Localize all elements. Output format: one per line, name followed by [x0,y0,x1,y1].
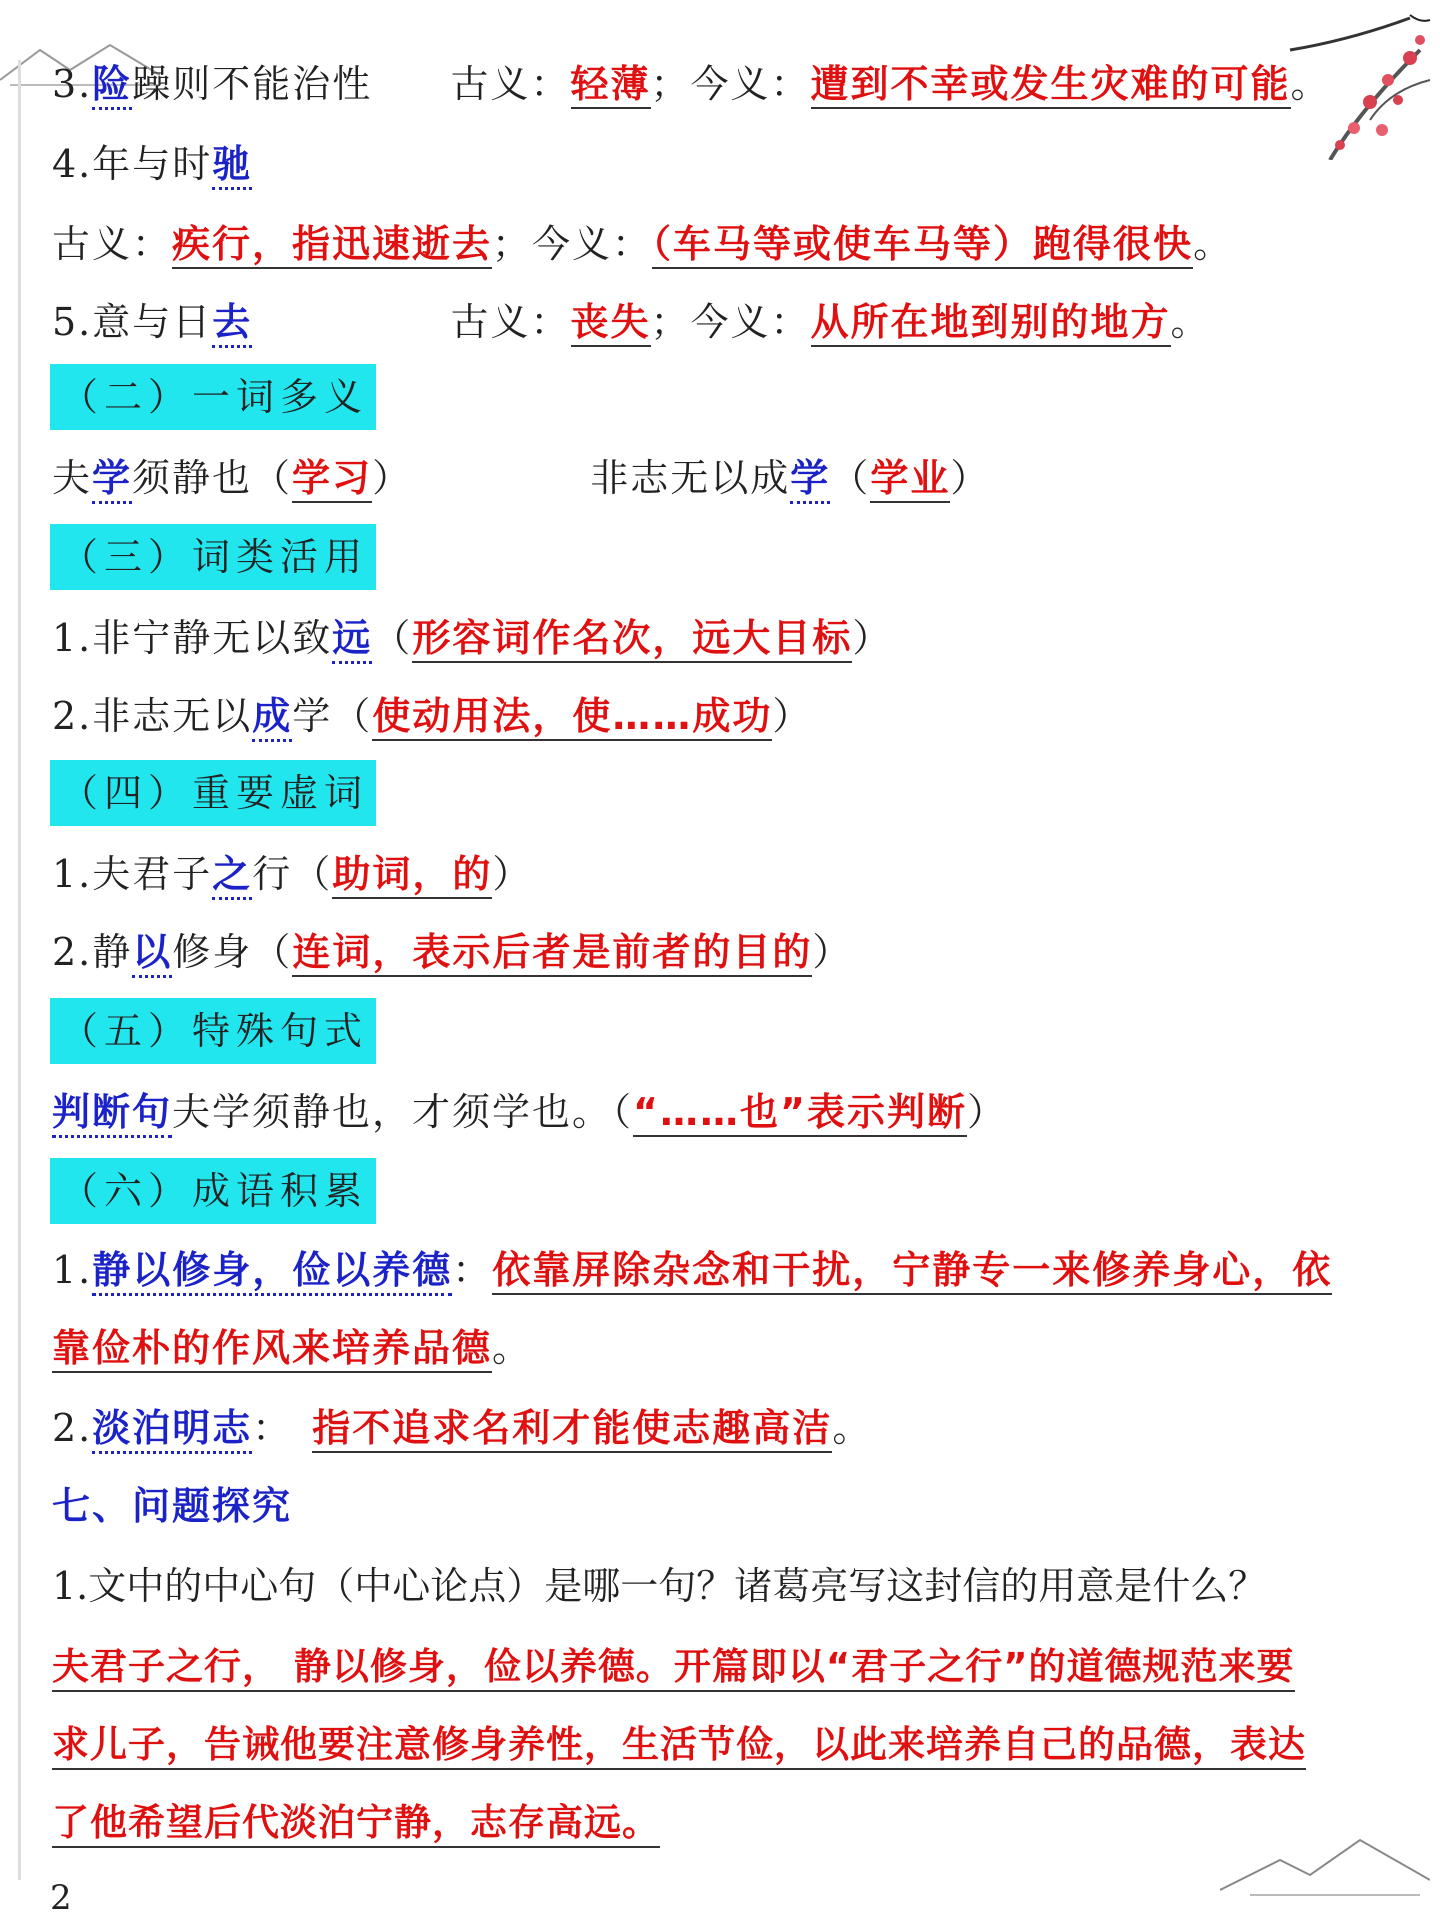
gu-yi-answer: 疾行，指迅速逝去 [172,222,492,269]
answer: 学业 [870,456,950,503]
item-number: 2. [52,694,93,738]
sentence-text: 躁则不能治性 [132,62,373,106]
gujin-row-3 [52,58,1400,110]
section-heading-tanjiu: 七、问题探究 [52,1484,293,1528]
jin-yi-label: ；今义： [492,222,653,266]
item-number: 2. [52,1406,93,1450]
page-number: 2 [50,1878,72,1918]
answer: 使动用法，使……成功 [372,694,772,741]
keyword: 之 [212,852,252,900]
jin-yi-label: ；今义： [650,62,811,106]
keyword: 去 [212,300,252,348]
punct: ： [452,1248,493,1292]
sentence-text: 须静也（ [132,456,293,500]
sentence-text: 非志无以成 [590,456,791,500]
item-number: 2. [52,930,93,974]
punct: 。 [492,1326,533,1370]
sentence-text: 非宁静无以致 [92,616,333,660]
idiom-keyword: 淡泊明志 [92,1406,252,1454]
punct: 。 [1193,222,1234,266]
duoyi-row [52,452,1400,504]
punct: ） [772,694,813,738]
answer-line-2: 求儿子，告诫他要注意修身养性，生活节俭，以此来培养自己的品德，表达 [52,1723,1306,1770]
sentence-text: 夫学须静也，才须学也。（ [172,1090,634,1134]
answer: 靠俭朴的作风来培养品德 [52,1326,492,1373]
sentence-text: 行（ [252,852,333,896]
section-heading-xuci: （四）重要虚词 [50,760,376,826]
gujin-row-4-meaning [52,218,1400,270]
sentence-text: 意与日 [92,300,213,344]
item-number: 1. [52,852,93,896]
keyword: 驰 [212,142,252,190]
jin-yi-answer: 遭到不幸或发生灾难的可能 [811,62,1291,109]
xuci-row-1 [52,848,1400,900]
question-text: 1.文中的中心句（中心论点）是哪一句？诸葛亮写这封信的用意是什么？ [52,1564,1267,1608]
gu-yi-answer: 轻薄 [571,62,651,109]
gu-yi-answer: 丧失 [571,300,651,347]
punct: ） [966,1090,1007,1134]
gu-yi-label: 古义： [450,300,571,344]
chengyu-row-1 [52,1244,1400,1296]
keyword: 成 [252,694,292,742]
punct: （ [830,456,871,500]
section-heading-chengyu: （六）成语积累 [50,1158,376,1224]
answer-line-3: 了他希望后代淡泊宁静，志存高远。 [52,1801,660,1848]
jin-yi-label: ；今义： [650,300,811,344]
keyword: 远 [332,616,372,664]
item-number: 4. [52,142,93,186]
huoyong-row-2 [52,690,1400,742]
jin-yi-answer: （车马等或使车马等）跑得很快 [652,222,1193,269]
keyword: 以 [132,930,172,978]
punct: （ [372,616,413,660]
keyword: 学 [92,456,132,504]
keyword: 判断句 [52,1090,172,1138]
xuci-row-2 [52,926,1400,978]
chengyu-row-2 [52,1402,1400,1454]
gujin-row-4 [52,138,1400,190]
ink-border-line [18,60,21,1880]
keyword: 险 [92,62,132,110]
answer: 形容词作名次，远大目标 [412,616,852,663]
sentence-text: 学（ [292,694,373,738]
item-number: 1. [52,1248,93,1292]
answer: 连词，表示后者是前者的目的 [292,930,812,977]
punct: ） [812,930,853,974]
chengyu-row-1-cont [52,1322,1400,1374]
sentence-text: 静 [92,930,133,974]
question-answer [52,1628,1402,1862]
item-number: 3. [52,62,93,106]
sentence-text: 修身（ [172,930,293,974]
answer: 依靠屏除杂念和干扰，宁静专一来修养身心，依 [492,1248,1332,1295]
item-number: 5. [52,300,93,344]
answer: 指不追求名利才能使志趣高洁 [312,1406,832,1453]
answer-line-1: 夫君子之行， 静以修身，俭以养德。开篇即以“君子之行”的道德规范来要 [52,1645,1295,1692]
section-heading-huoyong: （三）词类活用 [50,524,376,590]
sentence-text: 非志无以 [92,694,253,738]
punct: 。 [1290,62,1331,106]
huoyong-row-1 [52,612,1400,664]
punct: ） [492,852,533,896]
punct: ） [852,616,893,660]
sentence-text: 夫君子 [92,852,213,896]
answer: 学习 [292,456,372,503]
juzi-row [52,1086,1400,1138]
section-heading-duoyi: （二）一词多义 [50,364,376,430]
punct: ） [372,456,413,500]
item-number: 1. [52,616,93,660]
gu-yi-label: 古义： [450,62,571,106]
section-heading-juzi: （五）特殊句式 [50,998,376,1064]
punct: 。 [1170,300,1211,344]
punct: ） [950,456,991,500]
sentence-text: 夫 [52,456,93,500]
gu-yi-label: 古义： [52,222,173,266]
gujin-row-5 [52,296,1400,348]
punct: 。 [832,1406,873,1450]
jin-yi-answer: 从所在地到别的地方 [811,300,1171,347]
idiom-keyword: 静以修身，俭以养德 [92,1248,452,1296]
punct: ： [252,1406,293,1450]
answer: 助词，的 [332,852,492,899]
answer: “……也”表示判断 [633,1090,967,1137]
keyword: 学 [790,456,830,504]
sentence-text: 年与时 [92,142,213,186]
